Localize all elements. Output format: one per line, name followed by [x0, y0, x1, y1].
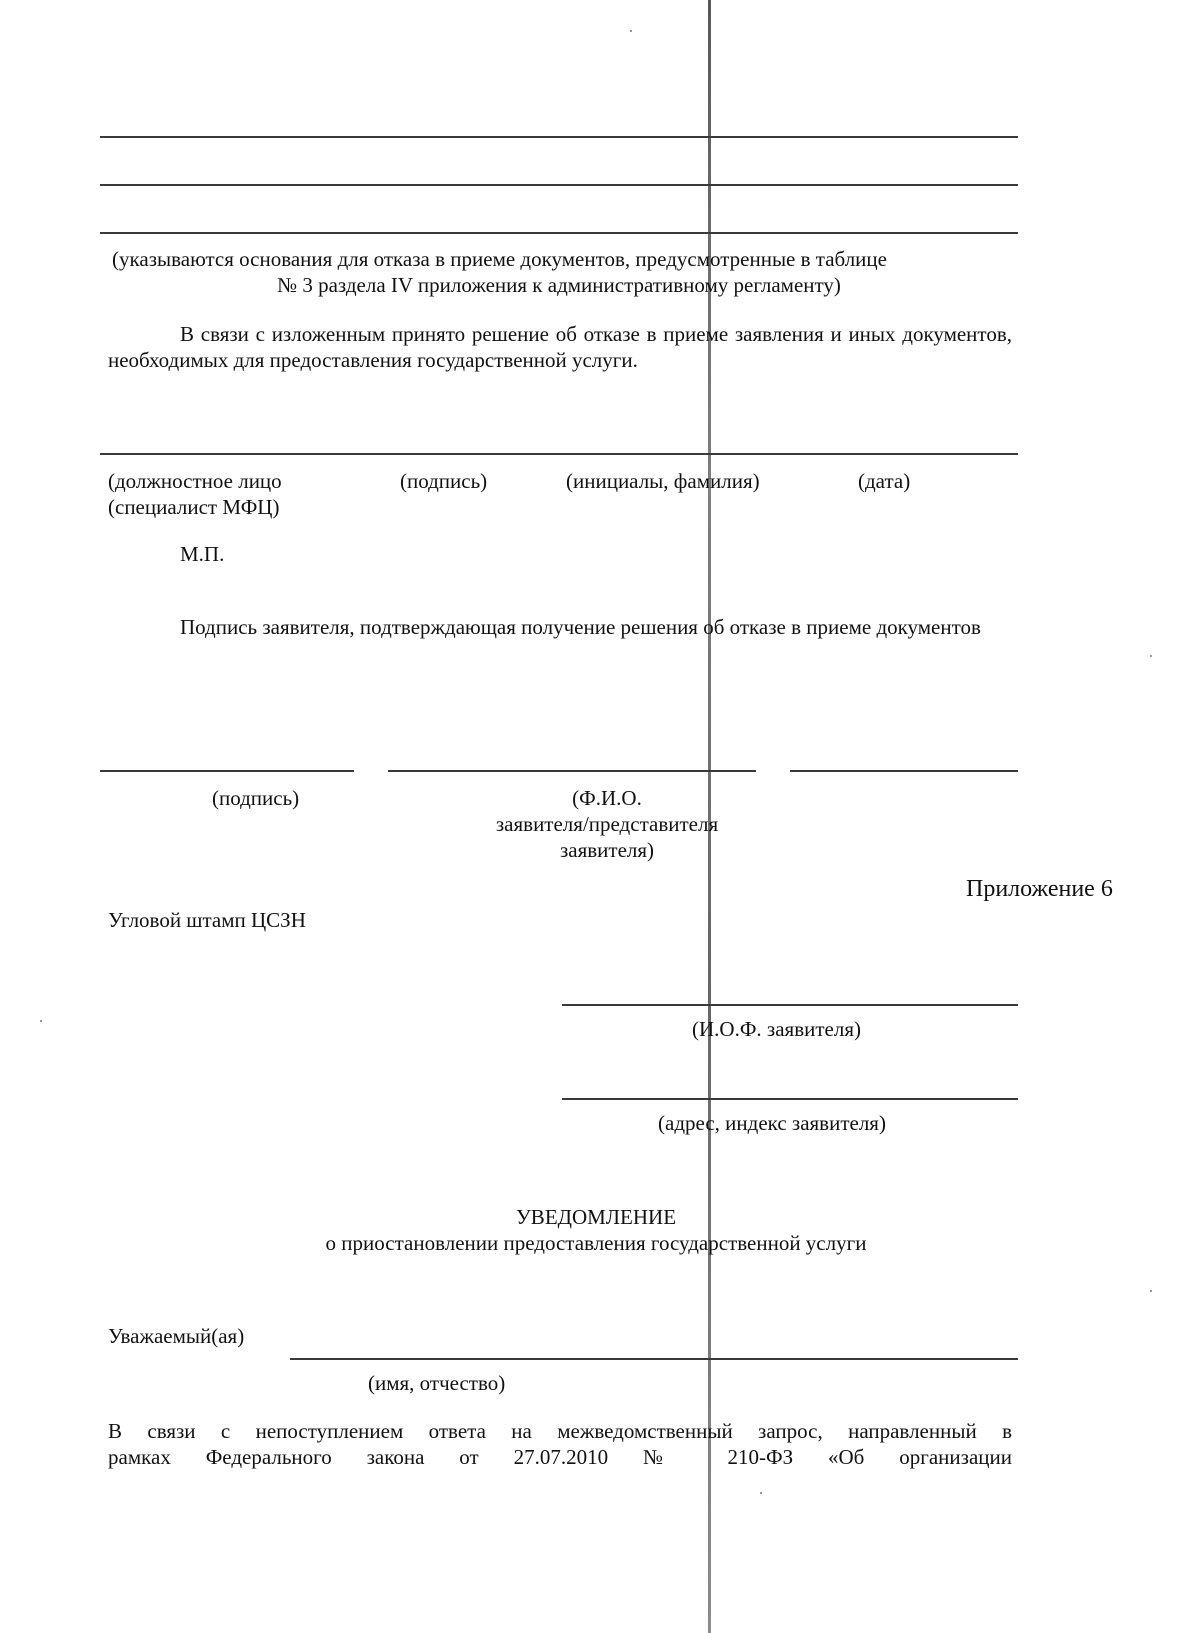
- refusal-decision-paragraph: [108, 321, 1012, 373]
- applicant-name-caption: (И.О.Ф. заявителя): [692, 1017, 861, 1041]
- grounds-blank-line-1: [100, 136, 1018, 138]
- scan-speck: [40, 1020, 42, 1022]
- grounds-blank-line-2: [100, 184, 1018, 186]
- official-signature-label: (подпись): [400, 469, 488, 493]
- notice-body-line-2: рамках Федерального закона от 27.07.2010 № 210-ФЗ «Об организации: [108, 1445, 1012, 1469]
- applicant-signature-label: (подпись): [212, 786, 300, 810]
- applicant-extra-line: [790, 770, 1018, 772]
- applicant-confirmation-paragraph: [108, 614, 1012, 640]
- applicant-name-line: [388, 770, 756, 772]
- refusal-decision-text: В связи с изложенным принято решение об отказе в приеме заявления и иных документов, необходимых для предоставления государственной услуги.: [108, 322, 1012, 372]
- applicant-name-label-2: заявителя/представителя: [495, 812, 719, 836]
- applicant-address-caption: (адрес, индекс заявителя): [658, 1111, 886, 1135]
- scan-speck: [630, 30, 632, 32]
- official-name-label: (инициалы, фамилия): [566, 469, 760, 493]
- applicant-name-label-1: (Ф.И.О.: [572, 786, 642, 810]
- notice-heading: УВЕДОМЛЕНИЕ: [515, 1205, 677, 1229]
- notice-subheading: о приостановлении предоставления государственной услуги: [325, 1231, 867, 1255]
- official-position-label: (должностное лицо: [108, 469, 282, 493]
- applicant-confirmation-text: Подпись заявителя, подтверждающая получение решения об отказе в приеме документов: [180, 615, 981, 639]
- salutation-label: Уважаемый(ая): [108, 1324, 245, 1348]
- notice-body-line-1: В связи с непоступлением ответа на межведомственный запрос, направленный в: [108, 1419, 1012, 1443]
- applicant-name-label-3: заявителя): [559, 838, 655, 862]
- grounds-caption-line-1: (указываются основания для отказа в приеме документов, предусмотренные в таблице: [112, 247, 887, 271]
- stamp-place-mark: М.П.: [180, 542, 225, 566]
- official-signature-line: [100, 453, 1018, 455]
- corner-stamp-label: Угловой штамп ЦСЗН: [108, 908, 306, 932]
- grounds-blank-line-3: [100, 232, 1018, 234]
- salutation-caption: (имя, отчество): [368, 1371, 506, 1395]
- appendix-title: Приложение 6: [966, 876, 1113, 902]
- grounds-caption-line-2: № 3 раздела IV приложения к административному регламенту): [277, 273, 841, 297]
- applicant-address-blank-line: [562, 1098, 1018, 1100]
- official-position-label-2: (специалист МФЦ): [108, 495, 280, 519]
- scan-speck: [760, 1492, 762, 1494]
- scan-speck: [1150, 1290, 1152, 1292]
- applicant-signature-line: [100, 770, 354, 772]
- applicant-name-blank-line: [562, 1004, 1018, 1006]
- scan-speck: [1150, 655, 1152, 657]
- official-date-label: (дата): [858, 469, 911, 493]
- salutation-blank-line: [290, 1358, 1018, 1360]
